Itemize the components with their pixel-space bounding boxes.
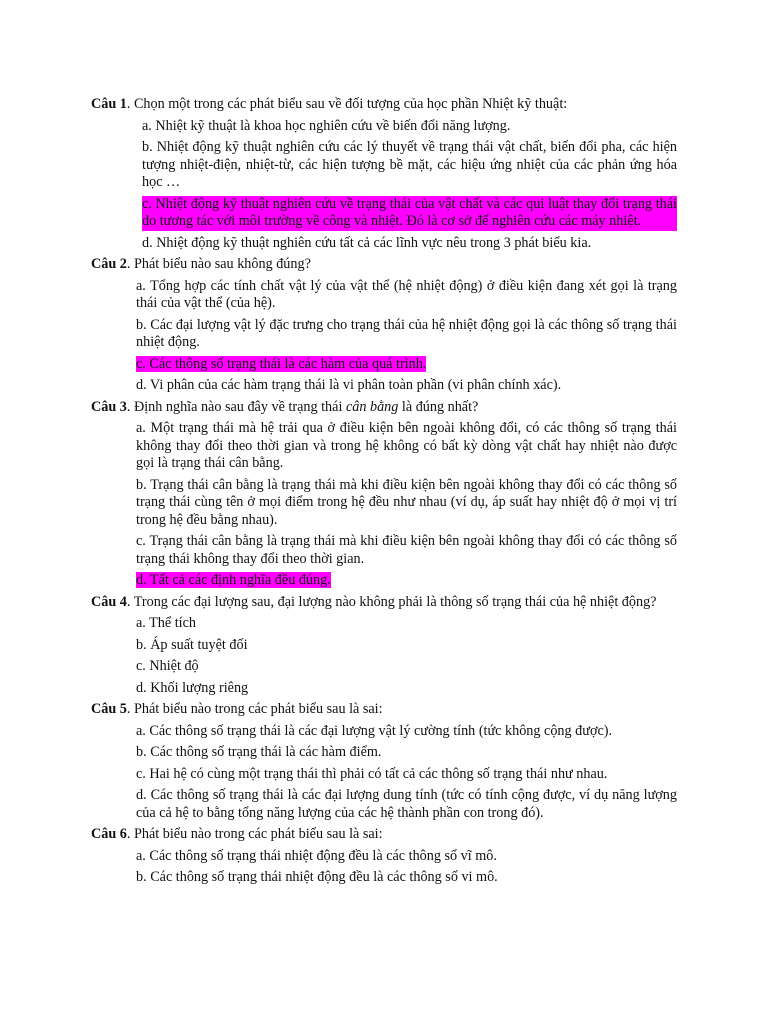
question-number: Câu 2 [91,256,127,272]
answer-option: b. Trạng thái cân bằng là trạng thái mà khi điều kiện bên ngoài không thay đổi có các thông số trạng thái cùng tên ở mọi điểm trong hệ đều như nhau (ví dụ, áp suất hay nhiệt độ ở mọi vị trí trong hệ đều bằng nhau). [136,476,677,528]
question-6 [91,826,677,844]
question-stem: . Phát biểu nào trong các phát biểu sau là sai: [126,826,383,842]
question-stem-emphasis: cân bằng [345,398,399,415]
answer-option: c. Hai hệ có cùng một trạng thái thì phải có tất cả các thông số trạng thái như nhau. [136,765,608,782]
answer-option-highlighted: d. Tất cả các định nghĩa đều đúng. [136,572,331,588]
answer-option: d. Khối lượng riêng [136,679,249,696]
question-stem: . Phát biểu nào trong các phát biểu sau là sai: [126,701,383,717]
answer-option: a. Nhiệt kỹ thuật là khoa học nghiên cứu về biến đổi năng lượng. [142,117,511,134]
answer-option: a. Tổng hợp các tính chất vật lý của vật thể (hệ nhiệt động) ở điều kiện đang xét gọi là trạng thái của vật thể (của hệ). [136,277,677,311]
question-stem: . Định nghĩa nào sau đây về trạng thái [126,398,346,415]
answer-option: c. Nhiệt độ [136,658,199,674]
answer-option: a. Một trạng thái mà hệ trải qua ở điều kiện bên ngoài không đổi, có các thông số trạng thái không thay đổi theo thời gian và trong hệ không có bất kỳ dòng vật chất hay nhiệt nào được gọi là trạng thái cân bằng. [136,420,677,471]
question-stem-end: là đúng nhất? [398,398,479,415]
question-2 [91,256,677,274]
answer-option: b. Các đại lượng vật lý đặc trưng cho trạng thái của hệ nhiệt động gọi là các thông số trạng thái nhiệt động. [136,316,677,350]
answer-option: d. Các thông số trạng thái là các đại lượng dung tính (tức có tính cộng được, ví dụ năng lượng của cả hệ to bằng tổng năng lượng của các hệ thành phần con trong đó). [136,787,677,821]
answer-option: d. Nhiệt động kỹ thuật nghiên cứu tất cả các lĩnh vực nêu trong 3 phát biểu kia. [142,234,592,251]
document-page [91,96,677,891]
question-number: Câu 3 [91,398,127,415]
answer-option: c. Trạng thái cân bằng là trạng thái mà khi điều kiện bên ngoài không thay đổi có các thông số trạng thái không thay đổi theo thời gian. [136,533,677,567]
question-4 [91,594,677,612]
answer-option: a. Các thông số trạng thái là các đại lượng vật lý cường tính (tức không cộng được). [136,722,613,739]
answer-option: b. Các thông số trạng thái là các hàm điểm. [136,744,382,760]
answer-option: d. Vi phân của các hàm trạng thái là vi phân toàn phần (vi phân chính xác). [136,377,562,393]
question-5 [91,701,677,719]
question-number: Câu 4 [91,593,127,610]
answer-option: a. Thể tích [136,615,197,631]
question-number: Câu 1 [91,96,127,112]
answer-option-wrapper [136,356,677,374]
question-stem: . Chọn một trong các phát biểu sau về đối tượng của học phần Nhiệt kỹ thuật: [126,96,568,112]
answer-option: b. Áp suất tuyệt đối [136,636,248,653]
question-stem: . Phát biểu nào sau không đúng? [126,256,311,272]
question-1 [91,96,677,114]
question-number: Câu 5 [91,701,127,717]
answer-option-highlighted: c. Nhiệt động kỹ thuật nghiên cứu về trạng thái của vật chất và các qui luật thay đổi trạng thái do tương tác với môi trường về công và nhiệt. Đó là cơ sở để nghiên cứu các máy nhiệt. [142,195,677,229]
question-3 [91,399,677,417]
answer-option-wrapper [136,572,677,590]
answer-option: a. Các thông số trạng thái nhiệt động đều là các thông số vĩ mô. [136,847,497,864]
answer-option-highlighted: c. Các thông số trạng thái là các hàm của quá trình. [136,355,427,372]
answer-option: b. Các thông số trạng thái nhiệt động đều là các thông số vi mô. [136,869,498,885]
answer-option: b. Nhiệt động kỹ thuật nghiên cứu các lý thuyết về trạng thái vật chất, biến đổi pha, các hiện tượng nhiệt-điện, nhiệt-từ, các hiện tượng bề mặt, các hiệu ứng nhiệt của các phản ứng hóa học … [142,139,677,190]
question-number: Câu 6 [91,826,127,842]
question-stem: . Trong các đại lượng sau, đại lượng nào không phải là thông số trạng thái của hệ nhiệt động? [126,593,657,610]
